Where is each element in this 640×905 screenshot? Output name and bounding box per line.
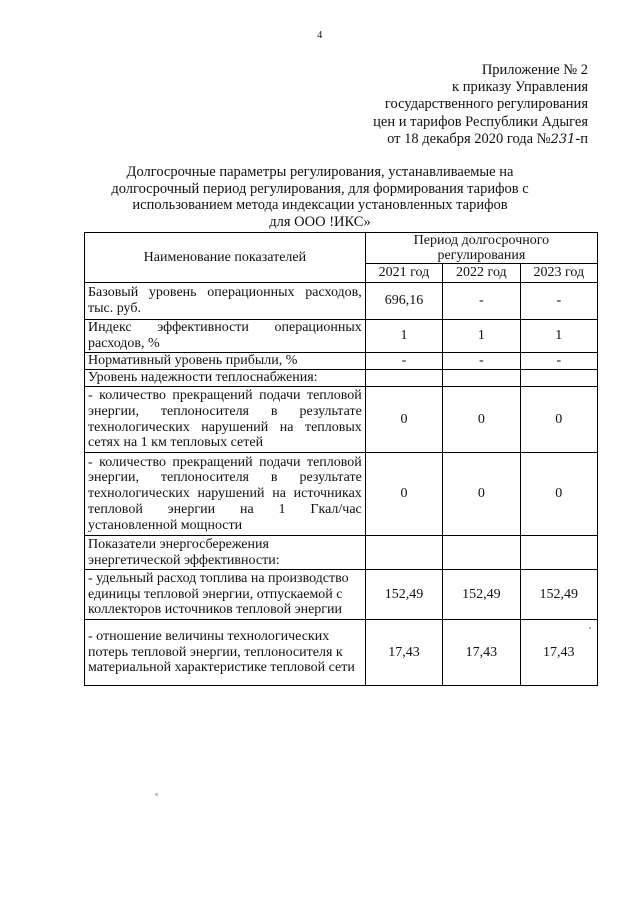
- row-name: - удельный расход топлива на производство единицы тепловой энергии, отпускаемой с коллекторов источников тепловой энергии: [85, 570, 366, 620]
- row-name: Базовый уровень операционных расходов, тыс. руб.: [85, 283, 366, 320]
- title-line-2: долгосрочный период регулирования, для формирования тарифов с: [111, 180, 529, 197]
- table-row: [85, 387, 598, 453]
- cell-value: -: [443, 283, 520, 320]
- parameters-table: [84, 232, 598, 686]
- cell-value: 0: [520, 453, 597, 536]
- document-title: [100, 164, 540, 230]
- table-row: [85, 370, 598, 387]
- row-name: Показатели энергосбережения энергетической эффективности:: [85, 536, 366, 570]
- title-line-1: Долгосрочные параметры регулирования, устанавливаемые на: [126, 164, 514, 180]
- column-header-period: Период долгосрочного регулирования: [365, 233, 597, 264]
- cell-value: -: [520, 353, 597, 370]
- column-header-name: Наименование показателей: [85, 233, 366, 283]
- table-row: [85, 283, 598, 320]
- cell-value: -: [443, 353, 520, 370]
- table-row: [85, 536, 598, 570]
- order-date-prefix: от 18 декабря 2020 года №: [387, 130, 551, 147]
- cell-value: 17,43: [443, 620, 520, 686]
- page-number: 4: [317, 30, 323, 41]
- row-name: - отношение величины технологических потерь тепловой энергии, теплоносителя к материальной характеристике тепловой сети: [85, 620, 366, 686]
- cell-value: 152,49: [443, 570, 520, 620]
- row-name: - количество прекращений подачи тепловой энергии, теплоносителя в результате технологических нарушений на источниках тепловой энергии на 1 Гкал/час установленной мощности: [85, 453, 366, 536]
- cell-value: 152,49: [365, 570, 442, 620]
- order-suffix: -п: [575, 130, 588, 147]
- cell-value: 17,43: [520, 620, 597, 686]
- row-name: Индекс эффективности операционных расходов, %: [85, 320, 366, 353]
- appendix-block: [373, 62, 588, 148]
- scan-speck: [589, 627, 591, 629]
- cell-value: 696,16: [365, 283, 442, 320]
- column-header-year-2023: 2023 год: [520, 264, 597, 283]
- cell-value: 1: [443, 320, 520, 353]
- row-name: Нормативный уровень прибыли, %: [85, 353, 366, 370]
- table-row: [85, 320, 598, 353]
- title-line-4: для ООО !ИКС»: [269, 213, 371, 230]
- table-row: [85, 453, 598, 536]
- cell-value: -: [365, 353, 442, 370]
- table-row: [85, 353, 598, 370]
- title-line-3: использованием метода индексации установленных тарифов: [132, 197, 508, 214]
- cell-value: 0: [365, 453, 442, 536]
- cell-value: 0: [520, 387, 597, 453]
- table-row: [85, 620, 598, 686]
- cell-value: -: [520, 283, 597, 320]
- scan-speck: [155, 793, 158, 796]
- appendix-line-5: [373, 131, 588, 148]
- handwritten-order-number: 231: [550, 131, 576, 147]
- cell-value: 0: [443, 453, 520, 536]
- appendix-line-4: цен и тарифов Республики Адыгея: [373, 113, 588, 130]
- cell-value: 1: [365, 320, 442, 353]
- row-name: Уровень надежности теплоснабжения:: [85, 370, 366, 387]
- cell-value: 0: [365, 387, 442, 453]
- appendix-line-2: к приказу Управления: [452, 79, 588, 96]
- appendix-line-1: Приложение № 2: [481, 62, 588, 78]
- row-name: - количество прекращений подачи тепловой энергии, теплоносителя в результате технологических нарушений на тепловых сетях на 1 км тепловых сетей: [85, 387, 366, 453]
- cell-value: 152,49: [520, 570, 597, 620]
- column-header-year-2022: 2022 год: [443, 264, 520, 283]
- table-row: [85, 570, 598, 620]
- column-header-year-2021: 2021 год: [365, 264, 442, 283]
- cell-value: 17,43: [365, 620, 442, 686]
- appendix-line-3: государственного регулирования: [384, 96, 588, 113]
- cell-value: 1: [520, 320, 597, 353]
- cell-value: 0: [443, 387, 520, 453]
